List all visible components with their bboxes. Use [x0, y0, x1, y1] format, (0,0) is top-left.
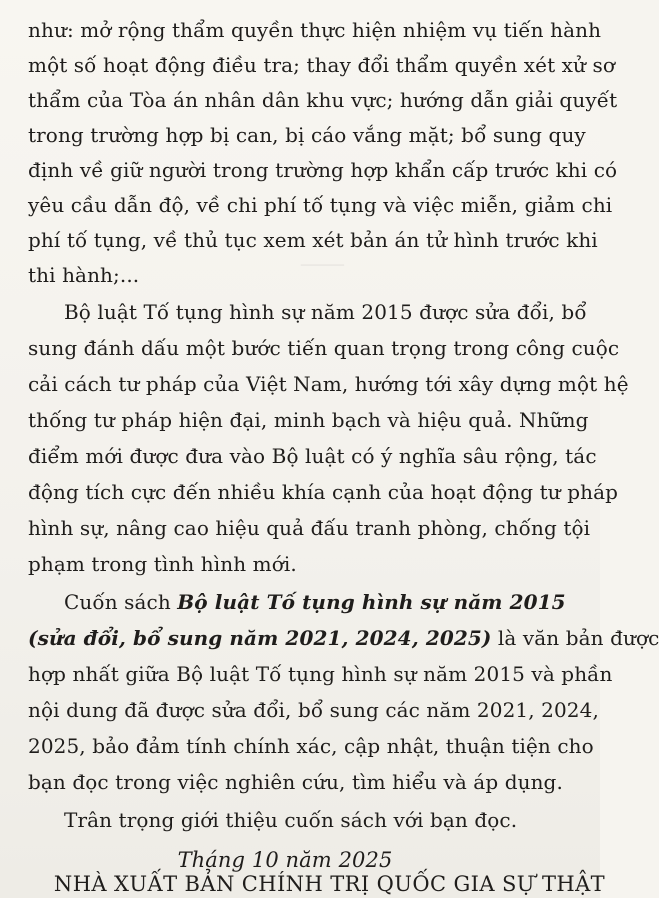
text-line: thi hành;...	[28, 263, 140, 287]
text-line: sung đánh dấu một bước tiến quan trọng trong công cuộc	[28, 336, 620, 360]
date-line: Tháng 10 năm 2025	[177, 848, 393, 872]
publisher-name: NHÀ XUẤT BẢN CHÍNH TRỊ QUỐC GIA SỰ THẬT	[53, 872, 606, 896]
text-line: phạm trong tình hình mới.	[28, 552, 297, 576]
text-line: yêu cầu dẫn độ, về chi phí tố tụng và việc miễn, giảm chi	[28, 193, 613, 217]
book-title-part-1: Bộ luật Tố tụng hình sự năm 2015	[177, 590, 566, 614]
text-line: hình sự, nâng cao hiệu quả đấu tranh phòng, chống tội	[28, 516, 591, 540]
closing-line: Trân trọng giới thiệu cuốn sách với bạn đọc.	[64, 808, 518, 832]
text-line: cải cách tư pháp của Việt Nam, hướng tới xây dựng một hệ	[28, 372, 629, 396]
text-line: nội dung đã được sửa đổi, bổ sung các năm 2021, 2024,	[28, 698, 599, 722]
text-line: trong trường hợp bị can, bị cáo vắng mặt; bổ sung quy	[28, 123, 586, 147]
text-line: như: mở rộng thẩm quyền thực hiện nhiệm vụ tiến hành	[28, 18, 602, 42]
text-line: định về giữ người trong trường hợp khẩn cấp trước khi có	[28, 158, 618, 182]
paragraph-start-line	[64, 590, 600, 614]
text-line: thống tư pháp hiện đại, minh bạch và hiệu quả. Những	[28, 408, 589, 432]
bleed-through-decoration: ⸻	[300, 254, 345, 275]
text-line: điểm mới được đưa vào Bộ luật có ý nghĩa sâu rộng, tác	[28, 444, 597, 468]
text-line: hợp nhất giữa Bộ luật Tố tụng hình sự năm 2015 và phần	[28, 662, 613, 686]
text-line: bạn đọc trong việc nghiên cứu, tìm hiểu và áp dụng.	[28, 770, 563, 794]
text-line	[28, 626, 659, 650]
text-line: thẩm của Tòa án nhân dân khu vực; hướng dẫn giải quyết	[28, 88, 618, 112]
text-line: động tích cực đến nhiều khía cạnh của hoạt động tư pháp	[28, 480, 619, 504]
text-line: một số hoạt động điều tra; thay đổi thẩm quyền xét xử sơ	[28, 53, 615, 77]
text-run: là văn bản được	[491, 626, 659, 650]
book-title-part-2: (sửa đổi, bổ sung năm 2021, 2024, 2025)	[28, 626, 492, 650]
text-run: Cuốn sách	[64, 590, 178, 614]
text-line: 2025, bảo đảm tính chính xác, cập nhật, thuận tiện cho	[28, 734, 594, 758]
text-line: phí tố tụng, về thủ tục xem xét bản án tử hình trước khi	[28, 228, 598, 252]
paragraph-start-line: Bộ luật Tố tụng hình sự năm 2015 được sửa đổi, bổ	[64, 300, 587, 324]
